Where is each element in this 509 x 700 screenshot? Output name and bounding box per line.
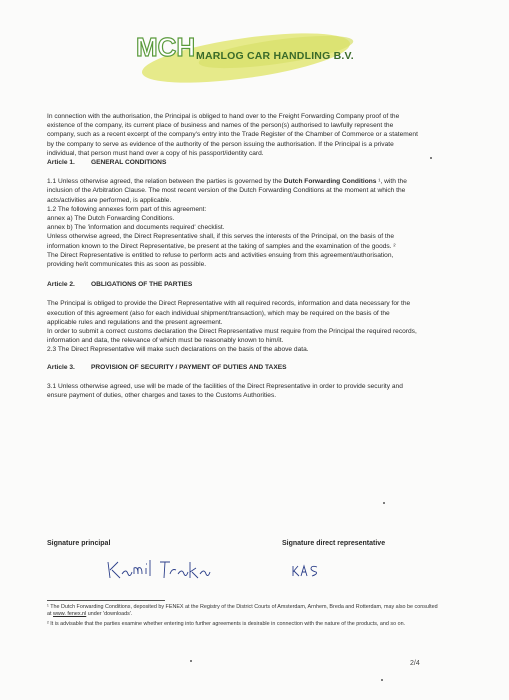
article-1-title: GENERAL CONDITIONS — [91, 159, 167, 167]
footnote-1 — [47, 604, 439, 619]
article-1-samples: Unless otherwise agreed, the Direct Representative shall, if this serves the interests of the Principal, on the basis of the information known to the Direct Representative, be present at the taking of samples and the examination of the goods. ² — [47, 233, 396, 250]
dutch-forwarding-conditions-term: Dutch Forwarding Conditions — [283, 178, 377, 186]
footnote-1-text-cont: under 'downloads'. — [86, 611, 133, 618]
article-1-number: Article 1. — [47, 159, 75, 167]
fenex-link[interactable]: www. fenex.nl — [53, 611, 87, 618]
scan-speck — [430, 157, 432, 159]
annex-b: annex b) The 'information and documents required' checklist. — [47, 224, 225, 232]
article-3-title: PROVISION OF SECURITY / PAYMENT OF DUTIES AND TAXES — [91, 363, 287, 371]
footnote-2: ² It is advisable that the parties examine whether entering into further agreements is desirable in connection with the nature of the products, and so on. — [47, 620, 406, 627]
article-2-para-2: In order to submit a correct customs declaration the Direct Representative must require from the Principal the required records, information and data, the relevance of which must be reasonably known to him/it. — [47, 328, 417, 345]
article-1-clause-1-2: 1.2 The following annexes form part of this agreement: — [47, 205, 207, 213]
footnote-1-text: ¹ The Dutch Forwarding Conditions, deposited by FENEX at the Registry of the District Courts of Amsterdam, Arnhem, Breda and Rotterdam, may also be consulted at — [47, 604, 438, 618]
page-number: 2/4 — [410, 660, 420, 667]
article-1-heading — [47, 158, 419, 167]
representative-signature — [290, 563, 320, 579]
article-2-heading — [47, 280, 419, 289]
scan-speck — [383, 502, 385, 504]
article-2-number: Article 2. — [47, 281, 75, 289]
document-body — [47, 112, 419, 400]
article-1-clause-1-1 — [47, 177, 419, 205]
signature-principal-label: Signature principal — [47, 540, 111, 547]
annex-a: annex a) The Dutch Forwarding Conditions. — [47, 215, 175, 223]
article-3-clause-3-1: 3.1 Unless otherwise agreed, use will be made of the facilities of the Direct Representative in order to provide security and ensure payment of duties, other charges and taxes to the Customs Authorities. — [47, 382, 403, 400]
footnotes — [47, 604, 439, 630]
article-2-para-1: The Principal is obliged to provide the Direct Representative with all required records, information and data necessary for the execution of this agreement (also for each individual shipment/transaction), which may be required on the basis of the applicable rules and regulations and the present agreement. — [47, 300, 411, 326]
scan-speck — [381, 679, 383, 681]
clause-1-1-text-cont: ¹, with the inclusion of the Arbitration Clause. The most recent version of the Dutch Forwarding Conditions at the moment at which the acts/activities are performed, is applicable. — [47, 178, 407, 204]
signature-representative-label: Signature direct representative — [282, 540, 386, 547]
article-2-clause-2-3: 2.3 The Direct Representative will make such declarations on the basis of the above data. — [47, 346, 309, 354]
intro-paragraph: In connection with the authorisation, the Principal is obliged to hand over to the Freight Forwarding Company proof of the existence of the company, its current place of business and names of the person(s) authorised to lawfully represent the company, such as a recent excerpt of the company's entry into the Trade Register of the Chamber of Commerce or a statement by the company to serve as evidence of the authority of the person issuing the authorisation. If the Principal is a private individual, that person must hand over a copy of his passport/identity card. — [47, 113, 418, 157]
article-3-heading — [47, 363, 419, 372]
article-3-number: Article 3. — [47, 363, 75, 371]
principal-signature — [104, 556, 214, 584]
footnote-divider — [47, 600, 165, 601]
article-1-refuse: The Direct Representative is entitled to refuse to perform acts and activities ensuing from this agreement/authorisation, providing he/it communicates this as soon as possible. — [47, 251, 394, 269]
scan-speck — [190, 660, 192, 662]
article-2-title: OBLIGATIONS OF THE PARTIES — [91, 281, 193, 289]
logo-initials: MCH — [136, 32, 196, 62]
clause-1-1-text: 1.1 Unless otherwise agreed, the relation between the parties is governed by the — [47, 178, 284, 186]
company-name: MARLOG CAR HANDLING B.V. — [196, 50, 354, 62]
